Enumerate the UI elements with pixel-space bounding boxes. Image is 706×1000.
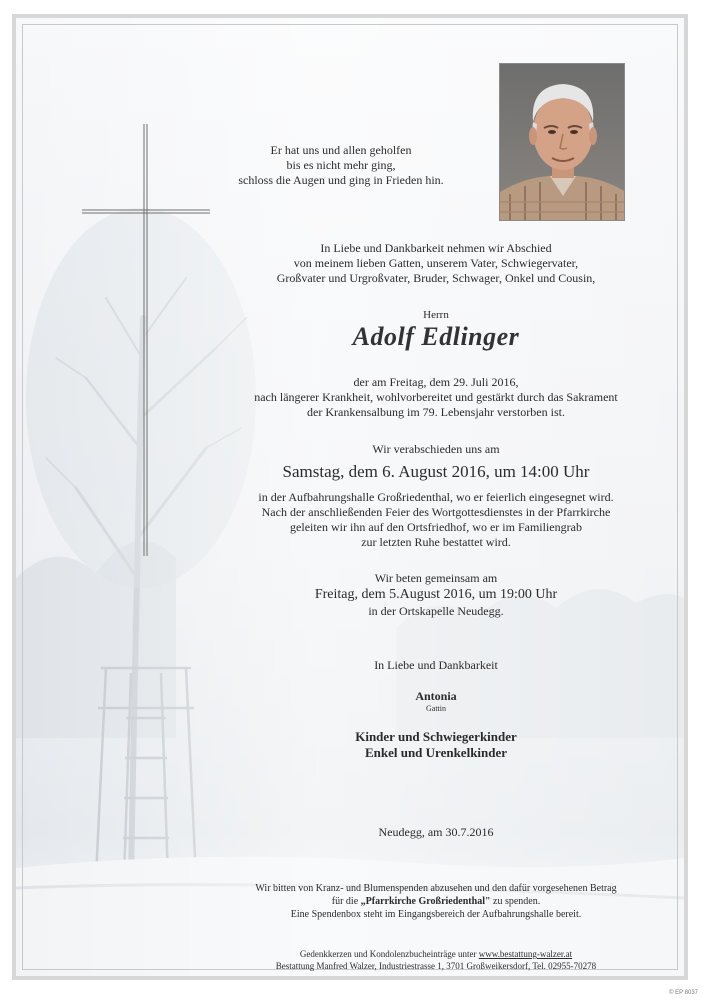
motto-line: Er hat uns und allen geholfen <box>270 143 412 157</box>
family-line: Kinder und Schwiegerkinder <box>355 729 517 744</box>
widow-name: Antonia <box>415 689 457 703</box>
donation-church: „Pfarrkirche Großriedenthal" <box>360 896 491 907</box>
salutation: Herrn <box>423 309 449 321</box>
funeral-details-line: geleiten wir ihn auf den Ortsfriedhof, wo er im Familiengrab <box>290 520 582 534</box>
donation-suffix: zu spenden. <box>490 896 541 907</box>
motto-line: schloss die Augen und ging in Frieden hin. <box>238 173 444 187</box>
family-line: Enkel und Urenkelkinder <box>364 745 508 760</box>
closing-text: In Liebe und Dankbarkeit <box>374 658 498 672</box>
death-info-line: der Krankensalbung im 79. Lebensjahr verstorben ist. <box>307 405 565 419</box>
funeral-details-line: in der Aufbahrungshalle Großriedenthal, wo er feierlich eingesegnet wird. <box>258 490 614 504</box>
prayer-place: in der Ortskapelle Neudegg. <box>368 604 504 618</box>
death-info <box>186 375 686 420</box>
donation-note <box>176 882 688 921</box>
footer <box>176 948 688 972</box>
farewell-line: von meinem lieben Gatten, unserem Vater, Schwiegervater, <box>293 256 579 270</box>
donation-line: Wir bitten von Kranz- und Blumenspenden abzusehen und den dafür vorgesehenen Betrag <box>255 883 617 894</box>
donation-line: Eine Spendenbox steht im Eingangsbereich der Aufbahrungshalle bereit. <box>290 909 582 920</box>
funeral-details-line: Nach der anschließenden Feier des Wortgottesdienstes in der Pfarrkirche <box>261 505 611 519</box>
prayer-date: Freitag, dem 5.August 2016, um 19:00 Uhr <box>314 587 558 602</box>
footer-prefix: Gedenkkerzen und Kondolenzbucheinträge unter <box>299 949 479 959</box>
deceased-name: Adolf Edlinger <box>352 322 520 351</box>
donation-prefix: für die <box>331 896 361 907</box>
funeral-details-line: zur letzten Ruhe bestattet wird. <box>361 535 511 549</box>
death-info-line: nach längerer Krankheit, wohlvorbereitet und gestärkt durch das Sakrament <box>254 390 618 404</box>
place-date: Neudegg, am 30.7.2016 <box>378 825 494 839</box>
farewell-line: Großvater und Urgroßvater, Bruder, Schwager, Onkel und Cousin, <box>276 271 596 285</box>
death-info-line: der am Freitag, dem 29. Juli 2016, <box>353 375 519 389</box>
copyright: © EP 8037 <box>669 990 698 996</box>
funeral-date: Samstag, dem 6. August 2016, um 14:00 Uhr <box>282 462 590 481</box>
prayer-intro: Wir beten gemeinsam am <box>374 571 498 585</box>
farewell-text <box>186 241 686 286</box>
funeral-details <box>186 490 686 550</box>
footer-line: Bestattung Manfred Walzer, Industriestrasse 1, 3701 Großweikersdorf, Tel. 02955-70278 <box>275 961 597 971</box>
motto <box>196 143 486 188</box>
farewell-line: In Liebe und Dankbarkeit nehmen wir Abschied <box>320 241 552 255</box>
widow-role: Gattin <box>426 704 446 713</box>
website-link[interactable]: www.bestattung-walzer.at <box>478 949 573 959</box>
family-list <box>186 729 686 761</box>
obituary-card <box>12 14 688 980</box>
motto-line: bis es nicht mehr ging, <box>286 158 396 172</box>
donation-line <box>176 895 688 908</box>
footer-line <box>176 948 688 960</box>
funeral-intro: Wir verabschieden uns am <box>372 442 500 456</box>
